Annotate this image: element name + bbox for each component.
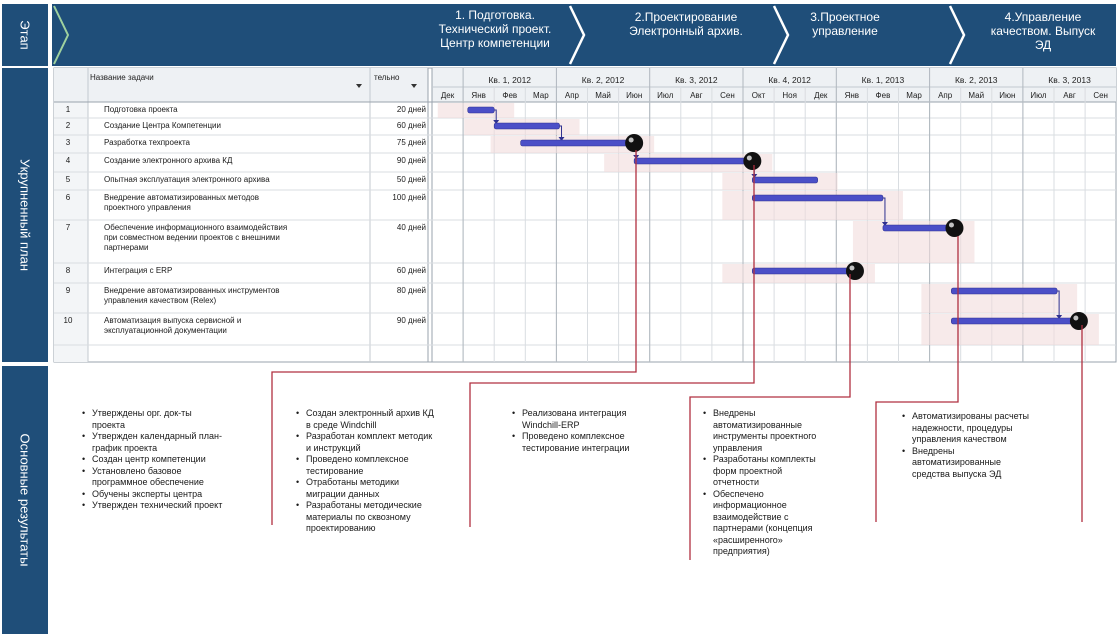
result-item: • Обеспечено информационное взаимодействие с партнерами (концепция «расширенного» предприятия)	[703, 489, 873, 558]
task-duration[interactable]: 60 дней	[396, 266, 426, 275]
result-item: • Отработаны методики миграции данных	[296, 477, 476, 500]
month-label: Июн	[999, 91, 1016, 100]
month-label: Сен	[1093, 91, 1108, 100]
month-label: Янв	[844, 91, 860, 100]
month-label: Июл	[657, 91, 674, 100]
task-name[interactable]: Разработка техпроекта	[104, 138, 191, 147]
month-label: Фев	[875, 91, 891, 100]
task-duration[interactable]: 40 дней	[396, 223, 426, 232]
quarter-label: Кв. 1, 2013	[861, 75, 905, 85]
results-stage-5	[902, 411, 1077, 480]
result-item: • Утвержден технический проект	[82, 500, 267, 512]
month-label: Дек	[814, 91, 828, 100]
month-label: Окт	[751, 91, 766, 100]
result-item: • Реализована интеграция Windchill-ERP	[512, 408, 672, 431]
month-label: Май	[595, 91, 611, 100]
month-label: Фев	[502, 91, 518, 100]
result-item: • Установлено базовое программное обеспечение	[82, 466, 267, 489]
result-item: • Обучены эксперты центра	[82, 489, 267, 501]
result-item: • Проведено комплексное тестирование	[296, 454, 476, 477]
result-item: • Разработаны комплекты форм проектной отчетности	[703, 454, 873, 489]
month-label: Июл	[1030, 91, 1047, 100]
task-duration[interactable]: 100 дней	[392, 193, 426, 202]
quarter-label: Кв. 3, 2012	[675, 75, 718, 85]
task-name[interactable]: Создание Центра Компетенции	[104, 121, 221, 130]
task-duration[interactable]: 20 дней	[396, 105, 426, 114]
quarter-label: Кв. 4, 2012	[768, 75, 811, 85]
stage-label: Этап	[17, 20, 33, 50]
task-duration[interactable]: 60 дней	[396, 121, 426, 130]
month-label: Июн	[626, 91, 643, 100]
stage-4: 4.Управление качеством. Выпуск ЭД	[990, 10, 1096, 52]
month-label: Мар	[533, 91, 549, 100]
stage-2: 2.Проектирование Электронный архив.	[629, 10, 743, 38]
result-item: • Разработан комплект методик и инструкций	[296, 431, 476, 454]
task-row-number[interactable]: 5	[65, 175, 71, 184]
result-item: • Создан электронный архив КД в среде Windchill	[296, 408, 476, 431]
task-row-number[interactable]: 9	[65, 286, 71, 295]
result-item: • Проведено комплексное тестирование интеграции	[512, 431, 672, 454]
results-stage-3	[512, 408, 672, 454]
result-item: • Разработаны методические материалы по сквозному проектированию	[296, 500, 476, 535]
result-item: • Создан центр компетенции	[82, 454, 267, 466]
results-stage-4	[703, 408, 873, 558]
task-duration[interactable]: 75 дней	[396, 138, 426, 147]
task-row-number[interactable]: 6	[65, 193, 71, 202]
quarter-label: Кв. 2, 2013	[954, 75, 998, 85]
stage-3: 3.Проектное управление	[810, 10, 880, 38]
task-name[interactable]: Опытная эксплуатация электронного архива	[104, 175, 270, 184]
task-name[interactable]: Обеспечение информационного взаимодействия при совместном ведении проектов с внешними партнерами	[104, 223, 288, 252]
task-row-number[interactable]: 1	[65, 105, 71, 114]
task-row-number[interactable]: 7	[65, 223, 71, 232]
month-label: Янв	[471, 91, 486, 100]
month-label: Сен	[720, 91, 735, 100]
task-row-number[interactable]: 10	[63, 316, 73, 325]
task-name[interactable]: Автоматизация выпуска сервисной и эксплуатационной документации	[104, 316, 242, 335]
task-name[interactable]: Интеграция с ERP	[104, 266, 173, 275]
month-label: Ноя	[782, 91, 797, 100]
month-label: Авг	[1063, 91, 1076, 100]
month-label: Апр	[938, 91, 953, 100]
month-label: Мар	[906, 91, 922, 100]
task-name[interactable]: Создание электронного архива КД	[104, 156, 233, 165]
stage-1: 1. Подготовка. Технический проект. Центр компетенции	[438, 8, 552, 50]
task-name[interactable]: Подготовка проекта	[104, 105, 178, 114]
task-row-number[interactable]: 3	[65, 138, 71, 147]
duration-column-header[interactable]: тельно	[374, 73, 400, 82]
quarter-label: Кв. 3, 2013	[1048, 75, 1091, 85]
task-row-number[interactable]: 2	[65, 121, 71, 130]
quarter-label: Кв. 2, 2012	[581, 75, 625, 85]
task-duration[interactable]: 80 дней	[396, 286, 426, 295]
quarter-label: Кв. 1, 2012	[488, 75, 532, 85]
result-item: • Утвержден календарный план- график проекта	[82, 431, 267, 454]
task-name[interactable]: Внедрение автоматизированных методов проектного управления	[104, 193, 259, 212]
month-label: Авг	[690, 91, 703, 100]
results-stage-2	[296, 408, 476, 535]
task-duration[interactable]: 90 дней	[396, 156, 426, 165]
task-column-header[interactable]: Название задачи	[90, 73, 154, 82]
task-row-number[interactable]: 8	[65, 266, 71, 275]
result-item: • Утверждены орг. док-ты проекта	[82, 408, 267, 431]
result-item: • Внедрены автоматизированные средства выпуска ЭД	[902, 446, 1077, 481]
month-label: Май	[968, 91, 985, 100]
month-label: Дек	[440, 91, 455, 100]
plan-label: Укрупненный план	[17, 158, 33, 272]
month-label: Апр	[564, 91, 580, 100]
task-duration[interactable]: 90 дней	[396, 316, 426, 325]
result-item: • Автоматизированы расчеты надежности, процедуры управления качеством	[902, 411, 1077, 446]
task-name[interactable]: Внедрение автоматизированных инструментов управления качеством (Relex)	[104, 286, 280, 305]
task-duration[interactable]: 50 дней	[396, 175, 426, 184]
results-stage-1	[82, 408, 267, 512]
task-row-number[interactable]: 4	[65, 156, 71, 165]
results-label: Основные результаты	[17, 433, 33, 567]
result-item: • Внедрены автоматизированные инструменты проектного управления	[703, 408, 873, 454]
